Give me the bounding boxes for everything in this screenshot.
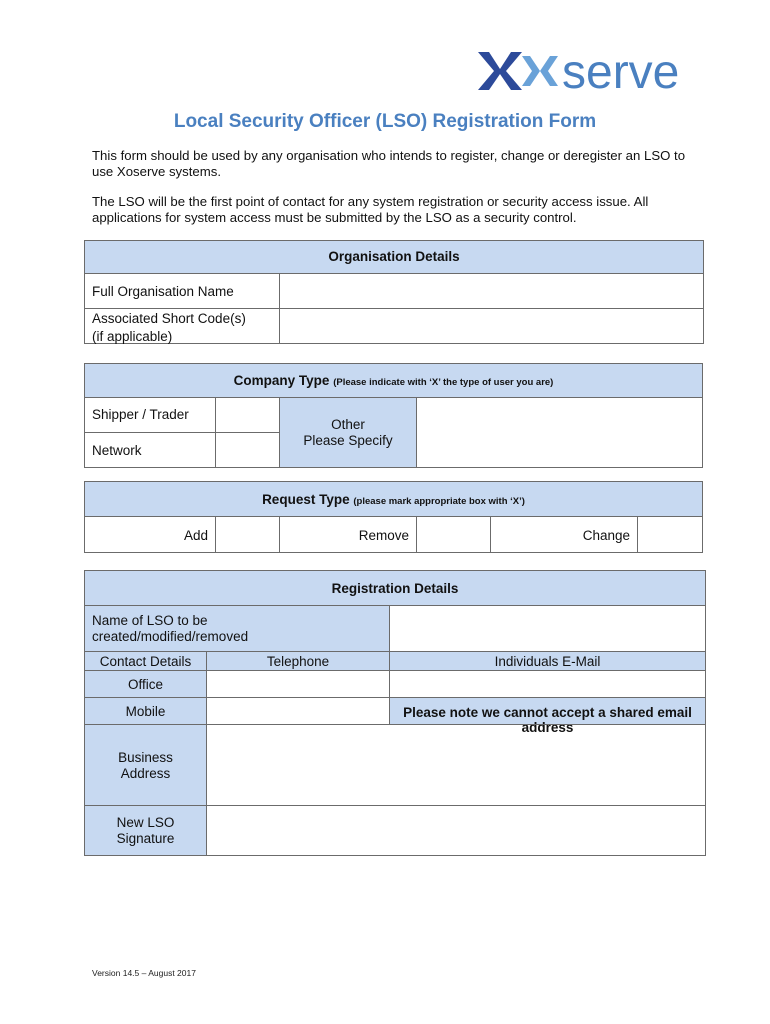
short-code-label: Associated Short Code(s) (92, 311, 246, 326)
other-specify-input[interactable] (416, 397, 703, 468)
full-org-name-input[interactable] (279, 273, 704, 309)
contact-details-cell (84, 651, 207, 671)
registration-header (84, 570, 706, 606)
network-label: Network (92, 443, 142, 458)
mobile-telephone-input[interactable] (206, 697, 390, 725)
request-type-heading: Request Type (262, 492, 350, 507)
business-address-label-line1: Business (118, 750, 173, 765)
telephone-header-cell (206, 651, 390, 671)
other-label-cell (279, 397, 417, 468)
intro-paragraph-1: This form should be used by any organisation who intends to register, change or deregister an LSO to use Xoserve systems. (92, 148, 686, 179)
signature-label-line1: New LSO (116, 815, 175, 830)
organisation-heading: Organisation Details (328, 249, 460, 264)
short-code-label-cell (84, 308, 280, 344)
business-address-label-line2: Address (120, 766, 171, 781)
logo-text: serve (562, 48, 680, 94)
organisation-header (84, 240, 704, 274)
signature-label-cell (84, 805, 207, 856)
other-specify-label: Please Specify (303, 433, 393, 448)
email-note-cell (389, 697, 706, 735)
lso-name-input[interactable] (389, 605, 706, 652)
email-header-cell (389, 651, 706, 671)
contact-details-label: Contact Details (99, 654, 192, 669)
change-checkbox[interactable] (637, 516, 703, 553)
lso-name-label-line2: created/modified/removed (92, 629, 249, 644)
email-label: Individuals E-Mail (494, 654, 601, 669)
shipper-checkbox[interactable] (215, 397, 280, 433)
company-type-heading: Company Type (233, 373, 330, 388)
xoserve-logo-mark (478, 48, 738, 94)
change-label: Change (582, 528, 630, 543)
registration-heading: Registration Details (331, 581, 459, 596)
company-type-header (84, 363, 703, 398)
lso-name-label-line1: Name of LSO to be (92, 613, 208, 628)
full-org-name-label: Full Organisation Name (92, 284, 234, 299)
full-org-name-label-cell (84, 273, 280, 309)
remove-label-cell (279, 516, 417, 553)
add-label: Add (183, 528, 208, 543)
short-code-input[interactable] (279, 308, 704, 344)
mobile-label-cell (84, 697, 207, 725)
office-telephone-input[interactable] (206, 670, 390, 698)
change-label-cell (490, 516, 638, 553)
office-label-cell (84, 670, 207, 698)
page-title: Local Security Officer (LSO) Registration Form (173, 111, 597, 132)
xoserve-logo (478, 48, 730, 94)
request-type-note: (please mark appropriate box with ‘X’) (353, 496, 525, 507)
signature-label-line2: Signature (116, 831, 175, 846)
email-input[interactable] (389, 670, 706, 698)
company-type-note: (Please indicate with ‘X’ the type of user you are) (333, 377, 554, 388)
add-checkbox[interactable] (215, 516, 280, 553)
shipper-label: Shipper / Trader (92, 407, 189, 422)
other-label: Other (331, 417, 365, 432)
business-address-input[interactable] (206, 724, 706, 806)
shipper-label-cell (84, 397, 216, 433)
remove-checkbox[interactable] (416, 516, 491, 553)
request-type-header (84, 481, 703, 517)
email-note: Please note we cannot accept a shared email address (403, 705, 692, 735)
business-address-label-cell (84, 724, 207, 806)
intro-paragraph-2: The LSO will be the first point of contact for any system registration or security access issue. All applications for system access must be submitted by the LSO as a security control. (92, 194, 649, 225)
office-label: Office (127, 677, 163, 692)
signature-input[interactable] (206, 805, 706, 856)
remove-label: Remove (358, 528, 409, 543)
network-checkbox[interactable] (215, 432, 280, 468)
lso-name-label-cell (84, 605, 390, 652)
short-code-note: (if applicable) (92, 329, 173, 344)
network-label-cell (84, 432, 216, 468)
mobile-label: Mobile (125, 704, 166, 719)
add-label-cell (84, 516, 216, 553)
version-footer: Version 14.5 – August 2017 (92, 968, 196, 978)
telephone-label: Telephone (266, 654, 330, 669)
